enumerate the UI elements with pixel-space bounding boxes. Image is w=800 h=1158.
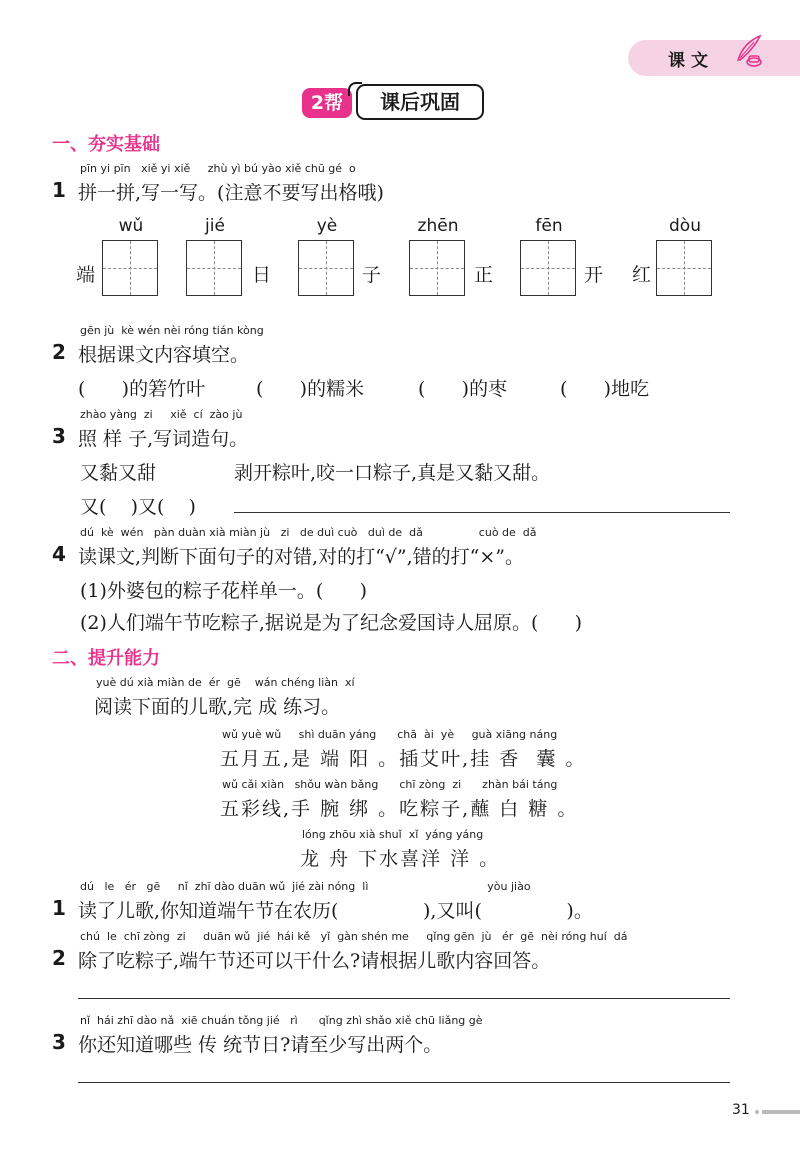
page-number-bar bbox=[762, 1110, 800, 1114]
writing-grid[interactable] bbox=[656, 240, 712, 296]
q2-blank[interactable]: ( )的枣 bbox=[418, 378, 508, 400]
grid-prefix-char: 端 bbox=[76, 264, 96, 286]
rq2-answer-line[interactable] bbox=[78, 998, 730, 999]
rq2-number: 2 bbox=[52, 946, 66, 970]
grid-char: 日 bbox=[252, 264, 272, 286]
q2-blank[interactable]: ( )地吃 bbox=[560, 378, 650, 400]
grid-pinyin: wǔ bbox=[118, 216, 144, 236]
writing-grid[interactable] bbox=[298, 240, 354, 296]
feather-inkpot-icon bbox=[728, 34, 764, 74]
rq1-pinyin: dú le ér gē nǐ zhī dào duān wǔ jié zài nóng lì yòu jiào bbox=[80, 880, 531, 893]
q2-blank[interactable]: ( )的糯米 bbox=[256, 378, 365, 400]
writing-grid[interactable] bbox=[102, 240, 158, 296]
grid-pinyin: dòu bbox=[669, 216, 701, 236]
q2-text: 根据课文内容填空。 bbox=[78, 344, 250, 366]
grid-char: 开 bbox=[584, 264, 604, 286]
rq1-text[interactable]: 读了儿歌,你知道端午节在农历( ),又叫( )。 bbox=[78, 900, 593, 922]
chapter-tab-label: 课文 bbox=[668, 51, 714, 71]
q2-pinyin: gēn jù kè wén nèi róng tián kòng bbox=[80, 324, 264, 337]
q4-pinyin: dú kè wén pàn duàn xià miàn jù zi de duì cuò duì de dǎ cuò de dǎ bbox=[80, 526, 537, 539]
writing-grid[interactable] bbox=[520, 240, 576, 296]
grid-char: 红 bbox=[632, 264, 652, 286]
rq3-number: 3 bbox=[52, 1030, 66, 1054]
q3-fill-blank[interactable]: 又( )又( ) bbox=[80, 496, 196, 518]
q2-number: 2 bbox=[52, 340, 66, 364]
rq1-number: 1 bbox=[52, 896, 66, 920]
reading-pinyin: yuè dú xià miàn de ér gē wán chéng liàn xí bbox=[96, 676, 355, 689]
q3-pinyin: zhào yàng zi xiě cí zào jù bbox=[80, 408, 243, 421]
grid-char: 子 bbox=[362, 264, 382, 286]
writing-grid[interactable] bbox=[186, 240, 242, 296]
q4-item-1[interactable]: (1)外婆包的粽子花样单一。( ) bbox=[80, 580, 367, 602]
page-number-dot bbox=[755, 1110, 759, 1114]
q4-item-2[interactable]: (2)人们端午节吃粽子,据说是为了纪念爱国诗人屈原。( ) bbox=[80, 612, 583, 634]
poem-line-3: 龙 舟 下水喜洋 洋 。 bbox=[300, 848, 501, 870]
page-title: 课后巩固 bbox=[356, 84, 484, 120]
grid-pinyin: jié bbox=[205, 216, 225, 236]
q3-text: 照 样 子,写词造句。 bbox=[78, 428, 249, 450]
rq2-pinyin: chú le chī zòng zi duān wǔ jié hái kě yǐ gàn shén me qǐng gēn jù ér gē nèi róng huí dá bbox=[80, 930, 628, 943]
q3-example-word: 又黏又甜 bbox=[80, 462, 157, 484]
rq2-text: 除了吃粽子,端午节还可以干什么?请根据儿歌内容回答。 bbox=[78, 950, 551, 972]
q1-pinyin: pīn yi pīn xiě yi xiě zhù yì bú yào xiě chū gé o bbox=[80, 162, 356, 175]
q2-blank[interactable]: ( )的箬竹叶 bbox=[78, 378, 206, 400]
q1-number: 1 bbox=[52, 178, 66, 202]
poem-line-2: 五彩线,手 腕 绑 。吃粽子,蘸 白 糖 。 bbox=[220, 798, 579, 820]
poem-line-1: 五月五,是 端 阳 。插艾叶,挂 香 囊 。 bbox=[220, 748, 587, 770]
title-badge: 2帮 bbox=[302, 88, 352, 118]
section-title-advanced: 二、提升能力 bbox=[52, 648, 160, 669]
rq3-pinyin: nǐ hái zhī dào nǎ xiē chuán tǒng jié rì qǐng zhì shǎo xiě chū liǎng gè bbox=[80, 1014, 483, 1027]
q3-number: 3 bbox=[52, 424, 66, 448]
page-number: 31 bbox=[732, 1102, 750, 1118]
q3-example-sentence: 剥开粽叶,咬一口粽子,真是又黏又甜。 bbox=[234, 462, 551, 484]
poem-line-1-pinyin: wǔ yuè wǔ shì duān yáng chā ài yè guà xiāng náng bbox=[222, 728, 558, 741]
rq3-text: 你还知道哪些 传 统节日?请至少写出两个。 bbox=[78, 1034, 443, 1056]
grid-pinyin: yè bbox=[316, 216, 338, 236]
poem-line-2-pinyin: wǔ cǎi xiàn shǒu wàn bǎng chī zòng zi zhàn bái táng bbox=[222, 778, 558, 791]
q3-answer-line[interactable] bbox=[234, 512, 730, 513]
q4-number: 4 bbox=[52, 542, 66, 566]
grid-pinyin: fēn bbox=[535, 216, 563, 236]
poem-line-3-pinyin: lóng zhōu xià shuǐ xǐ yáng yáng bbox=[302, 828, 484, 841]
section-title-basic: 一、夯实基础 bbox=[52, 134, 160, 155]
q1-text: 拼一拼,写一写。(注意不要写出格哦) bbox=[78, 182, 384, 204]
q4-text: 读课文,判断下面句子的对错,对的打“√”,错的打“×”。 bbox=[78, 546, 525, 568]
writing-grid[interactable] bbox=[409, 240, 465, 296]
rq3-answer-line[interactable] bbox=[78, 1082, 730, 1083]
grid-char: 正 bbox=[474, 264, 494, 286]
grid-pinyin: zhēn bbox=[417, 216, 459, 236]
chapter-tab bbox=[628, 40, 800, 76]
reading-instruction: 阅读下面的儿歌,完 成 练习。 bbox=[94, 696, 341, 718]
